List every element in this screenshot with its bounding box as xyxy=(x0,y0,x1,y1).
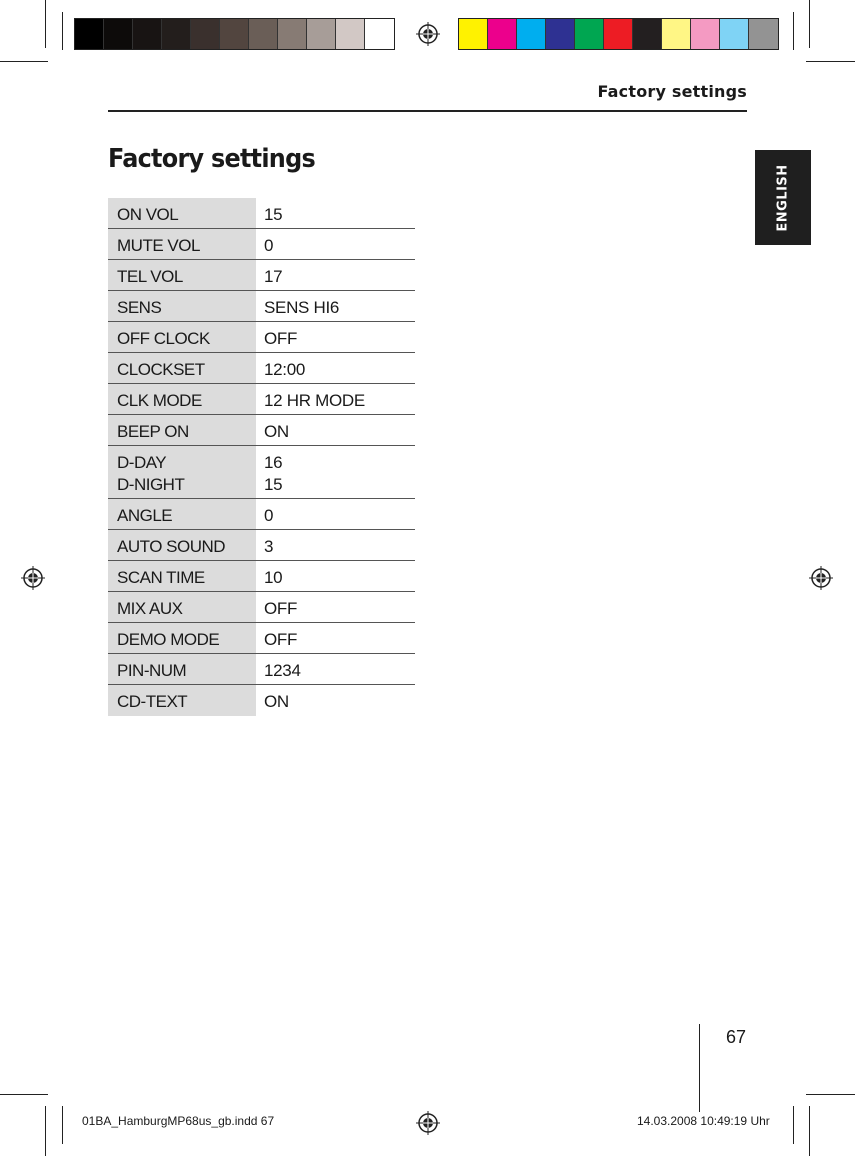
setting-name-line: AUTO SOUND xyxy=(117,537,226,556)
setting-value xyxy=(256,592,415,622)
registration-mark-icon xyxy=(416,22,440,46)
table-row xyxy=(108,561,415,592)
crop-mark xyxy=(0,1094,48,1095)
setting-name xyxy=(108,623,256,653)
color-swatch xyxy=(546,19,575,49)
setting-value-line: 15 xyxy=(264,475,283,494)
color-swatch xyxy=(365,19,394,49)
table-row xyxy=(108,530,415,561)
footer-date-slug: 14.03.2008 10:49:19 Uhr xyxy=(637,1114,770,1128)
color-swatch xyxy=(488,19,517,49)
setting-value xyxy=(256,322,415,352)
process-color-bar xyxy=(458,18,779,50)
crop-mark xyxy=(45,0,46,48)
setting-name-line: ON VOL xyxy=(117,205,179,224)
page-number: 67 xyxy=(726,1027,747,1047)
color-swatch xyxy=(162,19,191,49)
setting-name-line: D-DAY xyxy=(117,453,167,472)
color-swatch xyxy=(133,19,162,49)
setting-value xyxy=(256,415,415,445)
footer-file-slug: 01BA_HamburgMP68us_gb.indd 67 xyxy=(82,1114,275,1128)
color-swatch xyxy=(191,19,220,49)
setting-name-line: TEL VOL xyxy=(117,267,183,286)
setting-value-line: 15 xyxy=(264,205,283,224)
setting-name xyxy=(108,685,256,716)
setting-name xyxy=(108,260,256,290)
setting-value xyxy=(256,353,415,383)
setting-value xyxy=(256,561,415,591)
setting-value-line: 12:00 xyxy=(264,360,306,379)
setting-value-line: SENS HI6 xyxy=(264,298,340,317)
crop-mark xyxy=(793,12,794,50)
setting-name xyxy=(108,353,256,383)
table-row xyxy=(108,353,415,384)
table-row xyxy=(108,623,415,654)
page-title: Factory settings xyxy=(108,144,315,174)
setting-value xyxy=(256,446,415,498)
setting-value-line: OFF xyxy=(264,630,298,649)
setting-value xyxy=(256,229,415,259)
setting-value xyxy=(256,499,415,529)
setting-value-line: 1234 xyxy=(264,661,301,680)
table-row xyxy=(108,291,415,322)
setting-value xyxy=(256,260,415,290)
color-swatch xyxy=(517,19,546,49)
setting-value-line: 3 xyxy=(264,537,274,556)
table-row xyxy=(108,229,415,260)
setting-name xyxy=(108,446,256,498)
table-row xyxy=(108,415,415,446)
color-swatch xyxy=(604,19,633,49)
color-swatch xyxy=(220,19,249,49)
setting-value xyxy=(256,685,415,716)
setting-name-line: ANGLE xyxy=(117,506,173,525)
color-swatch xyxy=(75,19,104,49)
crop-mark xyxy=(62,1106,63,1144)
setting-value-line: OFF xyxy=(264,329,298,348)
gray-color-bar xyxy=(74,18,395,50)
setting-name xyxy=(108,530,256,560)
setting-value xyxy=(256,623,415,653)
table-row xyxy=(108,384,415,415)
language-tab xyxy=(755,150,811,245)
table-row xyxy=(108,654,415,685)
crop-mark xyxy=(809,1106,810,1156)
setting-value-line: 16 xyxy=(264,453,283,472)
table-row xyxy=(108,322,415,353)
setting-value xyxy=(256,384,415,414)
registration-mark-icon xyxy=(21,566,45,590)
registration-mark-icon xyxy=(416,1111,440,1135)
setting-value-line: 0 xyxy=(264,236,274,255)
table-row xyxy=(108,685,415,716)
crop-mark xyxy=(806,1094,855,1095)
setting-value-line: 10 xyxy=(264,568,283,587)
color-swatch xyxy=(749,19,778,49)
setting-name xyxy=(108,415,256,445)
setting-name xyxy=(108,322,256,352)
setting-name-line: CLK MODE xyxy=(117,391,202,410)
setting-name-line: MIX AUX xyxy=(117,599,183,618)
color-swatch xyxy=(575,19,604,49)
color-swatch xyxy=(249,19,278,49)
setting-value-line: 0 xyxy=(264,506,274,525)
setting-name xyxy=(108,291,256,321)
page-number-rule xyxy=(699,1024,700,1112)
setting-name xyxy=(108,229,256,259)
setting-value xyxy=(256,654,415,684)
color-swatch xyxy=(459,19,488,49)
setting-value-line: OFF xyxy=(264,599,298,618)
color-swatch xyxy=(633,19,662,49)
color-swatch xyxy=(691,19,720,49)
color-swatch xyxy=(278,19,307,49)
running-header: Factory settings xyxy=(597,82,747,101)
crop-mark xyxy=(0,61,48,62)
table-row xyxy=(108,260,415,291)
setting-name-line: MUTE VOL xyxy=(117,236,200,255)
setting-name xyxy=(108,384,256,414)
setting-name-line: SENS xyxy=(117,298,162,317)
crop-mark xyxy=(809,0,810,48)
crop-mark xyxy=(62,12,63,50)
color-swatch xyxy=(307,19,336,49)
setting-name xyxy=(108,499,256,529)
table-row xyxy=(108,198,415,229)
setting-name-line: D-NIGHT xyxy=(117,475,185,494)
setting-name xyxy=(108,654,256,684)
setting-name xyxy=(108,198,256,228)
crop-mark xyxy=(806,61,855,62)
color-swatch xyxy=(104,19,133,49)
setting-name-line: CD-TEXT xyxy=(117,692,188,711)
setting-value xyxy=(256,291,415,321)
registration-mark-icon xyxy=(809,566,833,590)
language-tab-label: ENGLISH xyxy=(775,163,791,232)
setting-value-line: ON xyxy=(264,422,289,441)
factory-settings-table xyxy=(108,198,415,716)
header-rule xyxy=(108,110,747,112)
setting-value-line: ON xyxy=(264,692,289,711)
crop-mark xyxy=(793,1106,794,1144)
setting-value-line: 12 HR MODE xyxy=(264,391,365,410)
setting-name-line: BEEP ON xyxy=(117,422,189,441)
table-row xyxy=(108,592,415,623)
setting-name xyxy=(108,592,256,622)
setting-name-line: OFF CLOCK xyxy=(117,329,210,348)
color-swatch xyxy=(336,19,365,49)
setting-value xyxy=(256,530,415,560)
table-row xyxy=(108,499,415,530)
table-row xyxy=(108,446,415,499)
setting-name xyxy=(108,561,256,591)
setting-name-line: PIN-NUM xyxy=(117,661,187,680)
color-swatch xyxy=(662,19,691,49)
setting-name-line: CLOCKSET xyxy=(117,360,205,379)
color-swatch xyxy=(720,19,749,49)
setting-name-line: DEMO MODE xyxy=(117,630,220,649)
setting-value-line: 17 xyxy=(264,267,283,286)
crop-mark xyxy=(45,1106,46,1156)
setting-value xyxy=(256,198,415,228)
setting-name-line: SCAN TIME xyxy=(117,568,205,587)
